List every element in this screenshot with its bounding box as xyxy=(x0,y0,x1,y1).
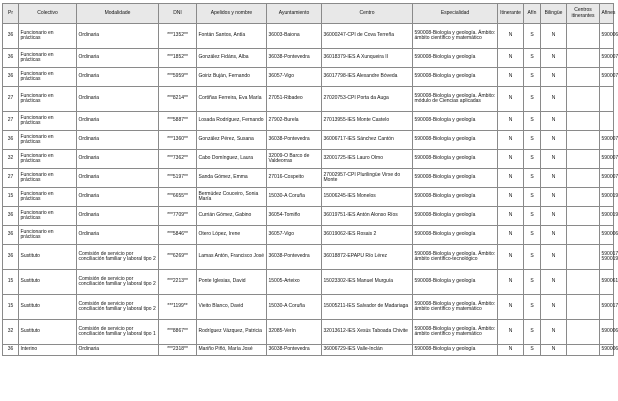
cell-pr: 32 xyxy=(3,320,19,345)
cell-dni: ***5959** xyxy=(159,68,197,87)
table-row xyxy=(3,87,614,112)
cell-centro: 36018872-EPAPU Río Lérez xyxy=(322,245,413,270)
table-row xyxy=(3,345,614,356)
cell-modalidade: Ordinaria xyxy=(77,188,159,207)
cell-nome: Goiriz Buján, Fernando xyxy=(197,68,267,87)
cell-modalidade: Ordinaria xyxy=(77,68,159,87)
cell-afines xyxy=(600,24,618,49)
cell-colectivo: Sustituto xyxy=(19,320,77,345)
cell-afines xyxy=(600,188,618,207)
cell-centros-itinerantes xyxy=(567,131,600,150)
cell-pr: 36 xyxy=(3,207,19,226)
cell-nome: Cortiñas Ferreira, Eva María xyxy=(197,87,267,112)
cell-pr: 27 xyxy=(3,87,19,112)
cell-afines xyxy=(600,295,618,320)
cell-itinerante: N xyxy=(498,270,524,295)
cell-especialidade: 590008-Biología y geología. Ámbito: ámbito científico y matemático xyxy=(413,320,498,345)
cell-dni: ***2318** xyxy=(159,345,197,356)
cell-centros-itinerantes xyxy=(567,87,600,112)
cell-pr: 36 xyxy=(3,68,19,87)
cell-itinerante: N xyxy=(498,188,524,207)
cell-colectivo: Sustituto xyxy=(19,270,77,295)
cell-itinerante: N xyxy=(498,68,524,87)
table-row xyxy=(3,320,614,345)
afin-code: 590007 xyxy=(601,73,618,80)
header-nome: Apelidos y nombre xyxy=(197,4,267,24)
cell-modalidade: Ordinaria xyxy=(77,87,159,112)
cell-dni: ***1352** xyxy=(159,24,197,49)
cell-centro: 36019062-IES Rosais 2 xyxy=(322,226,413,245)
cell-colectivo: Funcionario en prácticas xyxy=(19,49,77,68)
cell-modalidade: Ordinaria xyxy=(77,131,159,150)
cell-nome: Lamas Antón, Francisco José xyxy=(197,245,267,270)
cell-centros-itinerantes xyxy=(567,245,600,270)
cell-pr: 36 xyxy=(3,49,19,68)
cell-colectivo: Funcionario en prácticas xyxy=(19,87,77,112)
table-row xyxy=(3,49,614,68)
cell-especialidade: 590008-Biología y geología xyxy=(413,226,498,245)
cell-nome: Fontán Santos, Antía xyxy=(197,24,267,49)
cell-itinerante: N xyxy=(498,150,524,169)
cell-itinerante: N xyxy=(498,131,524,150)
cell-dni: ***6269** xyxy=(159,245,197,270)
cell-bilingue: N xyxy=(541,295,567,320)
cell-afines xyxy=(600,345,618,356)
cell-bilingue: N xyxy=(541,150,567,169)
cell-itinerante: N xyxy=(498,320,524,345)
afin-code: 590006 xyxy=(601,32,618,39)
cell-concello: 15005-Arteixo xyxy=(267,270,322,295)
cell-bilingue: N xyxy=(541,207,567,226)
cell-afines xyxy=(600,245,618,270)
table-row xyxy=(3,226,614,245)
cell-bilingue: N xyxy=(541,320,567,345)
cell-concello: 36038-Pontevedra xyxy=(267,245,322,270)
cell-pr: 27 xyxy=(3,169,19,188)
cell-pr: 36 xyxy=(3,131,19,150)
cell-colectivo: Funcionario en prácticas xyxy=(19,68,77,87)
cell-especialidade: 590008-Biología y geología xyxy=(413,345,498,356)
cell-pr: 36 xyxy=(3,245,19,270)
cell-colectivo: Funcionario en prácticas xyxy=(19,150,77,169)
cell-centros-itinerantes xyxy=(567,112,600,131)
table-row xyxy=(3,295,614,320)
cell-pr: 32 xyxy=(3,150,19,169)
cell-bilingue: N xyxy=(541,169,567,188)
cell-concello: 27016-Cospeito xyxy=(267,169,322,188)
cell-especialidade: 590008-Biología y geología xyxy=(413,131,498,150)
cell-centro: 36019751-IES Antón Alonso Ríos xyxy=(322,207,413,226)
cell-nome: González Fidáns, Alba xyxy=(197,49,267,68)
cell-centro: 32001725-IES Lauro Olmo xyxy=(322,150,413,169)
cell-itinerante: N xyxy=(498,169,524,188)
cell-centros-itinerantes xyxy=(567,270,600,295)
cell-modalidade: Ordinaria xyxy=(77,112,159,131)
cell-centro: 36017798-IES Alexandre Bóveda xyxy=(322,68,413,87)
cell-afin: S xyxy=(524,188,541,207)
afin-code: 590017 xyxy=(601,250,618,257)
cell-colectivo: Sustituto xyxy=(19,245,77,270)
afin-code: 590019 xyxy=(601,193,618,200)
afin-code: 590007 xyxy=(601,174,618,181)
table-row xyxy=(3,24,614,49)
cell-concello: 27902-Burela xyxy=(267,112,322,131)
cell-dni: ***5846** xyxy=(159,226,197,245)
header-centros-itinerantes: Centros itinerantes xyxy=(567,4,600,24)
cell-itinerante: N xyxy=(498,245,524,270)
cell-concello: 36038-Pontevedra xyxy=(267,345,322,356)
cell-centros-itinerantes xyxy=(567,68,600,87)
cell-centro: 27020753-CPI Porta da Auga xyxy=(322,87,413,112)
table-row xyxy=(3,245,614,270)
cell-modalidade: Comisión de servicio por conciliación familiar y laboral tipo 2 xyxy=(77,295,159,320)
cell-especialidade: 590008-Biología y geología xyxy=(413,49,498,68)
cell-especialidade: 590008-Biología y geología xyxy=(413,150,498,169)
cell-concello: 36038-Pontevedra xyxy=(267,131,322,150)
cell-centros-itinerantes xyxy=(567,226,600,245)
cell-colectivo: Funcionario en prácticas xyxy=(19,112,77,131)
cell-afines xyxy=(600,87,614,112)
cell-centros-itinerantes xyxy=(567,150,600,169)
cell-afin: S xyxy=(524,68,541,87)
cell-concello: 32085-Verín xyxy=(267,320,322,345)
cell-concello: 27051-Ribadeo xyxy=(267,87,322,112)
cell-centro: 36018379-IES A Xunqueira II xyxy=(322,49,413,68)
header-row xyxy=(3,4,614,24)
header-dni: DNI xyxy=(159,4,197,24)
cell-bilingue: N xyxy=(541,188,567,207)
cell-especialidade: 590008-Biología y geología xyxy=(413,207,498,226)
cell-dni: ***5887** xyxy=(159,112,197,131)
cell-nome: Vieito Blanco, David xyxy=(197,295,267,320)
cell-pr: 15 xyxy=(3,295,19,320)
table-row xyxy=(3,270,614,295)
cell-itinerante: N xyxy=(498,87,524,112)
cell-bilingue: N xyxy=(541,68,567,87)
table-row xyxy=(3,131,614,150)
cell-especialidade: 590008-Biología y geología. Ámbito: ámbito científico y matemático xyxy=(413,295,498,320)
cell-pr: 36 xyxy=(3,345,19,356)
table-row xyxy=(3,68,614,87)
cell-centro: 32013612-IES Xesús Taboada Chivite xyxy=(322,320,413,345)
afin-code: 590007 xyxy=(601,54,618,61)
cell-especialidade: 590008-Biología y geología xyxy=(413,68,498,87)
assignment-table-sheet xyxy=(2,3,618,399)
header-bilingue: Bilingüe xyxy=(541,4,567,24)
cell-dni: ***2213** xyxy=(159,270,197,295)
cell-centros-itinerantes xyxy=(567,320,600,345)
cell-especialidade: 590008-Biología y geología xyxy=(413,169,498,188)
cell-modalidade: Ordinaria xyxy=(77,345,159,356)
cell-afin: S xyxy=(524,226,541,245)
cell-afin: S xyxy=(524,150,541,169)
cell-itinerante: N xyxy=(498,24,524,49)
cell-itinerante: N xyxy=(498,49,524,68)
cell-especialidade: 590008-Biología y geología. Ámbito: ámbito científico y matemático xyxy=(413,24,498,49)
table-row xyxy=(3,150,614,169)
cell-dni: ***7709** xyxy=(159,207,197,226)
afin-code: 590019 xyxy=(601,212,618,219)
cell-afin: S xyxy=(524,245,541,270)
cell-dni: ***1199** xyxy=(159,295,197,320)
header-itinerante: Itinerante xyxy=(498,4,524,24)
cell-afin: S xyxy=(524,270,541,295)
cell-dni: ***8867** xyxy=(159,320,197,345)
cell-dni: ***6655** xyxy=(159,188,197,207)
cell-nome: Otero López, Irene xyxy=(197,226,267,245)
cell-afines xyxy=(600,207,618,226)
afin-code: 590019 xyxy=(601,256,618,262)
cell-especialidade: 590008-Biología y geología xyxy=(413,270,498,295)
cell-concello: 36038-Pontevedra xyxy=(267,49,322,68)
cell-pr: 36 xyxy=(3,226,19,245)
cell-centro: 15005211-IES Salvador de Madariaga xyxy=(322,295,413,320)
cell-afin: S xyxy=(524,112,541,131)
cell-dni: ***5197** xyxy=(159,169,197,188)
cell-dni: ***7362** xyxy=(159,150,197,169)
cell-colectivo: Sustituto xyxy=(19,295,77,320)
cell-afines xyxy=(600,112,614,131)
cell-itinerante: N xyxy=(498,345,524,356)
cell-centros-itinerantes xyxy=(567,345,600,356)
cell-centro: 27002957-CPI Plurilingüe Virxe do Monte xyxy=(322,169,413,188)
cell-afin: S xyxy=(524,49,541,68)
cell-colectivo: Funcionario en prácticas xyxy=(19,24,77,49)
cell-concello: 36057-Vigo xyxy=(267,226,322,245)
cell-colectivo: Funcionario en prácticas xyxy=(19,188,77,207)
cell-centro: 15006245-IES Monelos xyxy=(322,188,413,207)
cell-bilingue: N xyxy=(541,24,567,49)
cell-colectivo: Funcionario en prácticas xyxy=(19,169,77,188)
cell-afines xyxy=(600,320,618,345)
cell-centro: 36006717-IES Sánchez Cantón xyxy=(322,131,413,150)
cell-bilingue: N xyxy=(541,245,567,270)
assignment-table xyxy=(2,3,618,356)
cell-centro: 15023302-IES Manuel Murguía xyxy=(322,270,413,295)
cell-centros-itinerantes xyxy=(567,169,600,188)
table-header xyxy=(3,4,614,24)
cell-nome: Cabo Domínguez, Laura xyxy=(197,150,267,169)
cell-dni: ***1360** xyxy=(159,131,197,150)
cell-afines xyxy=(600,270,618,295)
cell-colectivo: Funcionario en prácticas xyxy=(19,131,77,150)
table-row xyxy=(3,188,614,207)
cell-modalidade: Comisión de servicio por conciliación familiar y laboral tipo 2 xyxy=(77,270,159,295)
cell-afines xyxy=(600,131,618,150)
cell-modalidade: Ordinaria xyxy=(77,24,159,49)
cell-nome: Ponte Iglesias, David xyxy=(197,270,267,295)
cell-itinerante: N xyxy=(498,112,524,131)
afin-code: 590007 xyxy=(601,155,618,162)
afin-code: 590006 xyxy=(601,346,618,353)
header-concello: Ayuntamiento xyxy=(267,4,322,24)
cell-modalidade: Ordinaria xyxy=(77,150,159,169)
table-row xyxy=(3,112,614,131)
cell-pr: 36 xyxy=(3,24,19,49)
cell-afines xyxy=(600,150,618,169)
cell-centro: 36000247-CPI de Cova Terreña xyxy=(322,24,413,49)
header-modalidade: Modalidade xyxy=(77,4,159,24)
cell-concello: 15030-A Coruña xyxy=(267,295,322,320)
cell-afines xyxy=(600,226,618,245)
cell-itinerante: N xyxy=(498,207,524,226)
cell-modalidade: Ordinaria xyxy=(77,169,159,188)
table-body xyxy=(3,24,618,356)
cell-especialidade: 590008-Biología y geología xyxy=(413,112,498,131)
afin-code: 590061 xyxy=(601,278,618,285)
cell-modalidade: Comisión de servicio por conciliación familiar y laboral tipo 2 xyxy=(77,245,159,270)
cell-centros-itinerantes xyxy=(567,49,600,68)
header-centro: Centro xyxy=(322,4,413,24)
cell-especialidade: 590008-Biología y geología. Ámbito: ámbito científico-tecnológico xyxy=(413,245,498,270)
cell-centro: 27013955-IES Monte Castelo xyxy=(322,112,413,131)
cell-bilingue: N xyxy=(541,270,567,295)
cell-afin: S xyxy=(524,345,541,356)
cell-concello: 36054-Tomiño xyxy=(267,207,322,226)
cell-pr: 15 xyxy=(3,188,19,207)
cell-centros-itinerantes xyxy=(567,24,600,49)
cell-dni: ***8214** xyxy=(159,87,197,112)
cell-afines xyxy=(600,169,618,188)
cell-modalidade: Ordinaria xyxy=(77,226,159,245)
cell-bilingue: N xyxy=(541,131,567,150)
cell-bilingue: N xyxy=(541,112,567,131)
cell-afin: S xyxy=(524,295,541,320)
cell-nome: Currián Gómez, Gabino xyxy=(197,207,267,226)
cell-modalidade: Comisión de servicio por conciliación familiar y laboral tipo 1 xyxy=(77,320,159,345)
cell-nome: González Pérez, Susana xyxy=(197,131,267,150)
afin-code: 590017 xyxy=(601,303,618,310)
cell-especialidade: 590008-Biología y geología. Ámbito: módulo de Ciencias aplicadas xyxy=(413,87,498,112)
cell-itinerante: N xyxy=(498,295,524,320)
cell-bilingue: N xyxy=(541,345,567,356)
cell-nome: Bermúdez Couceiro, Sonia María xyxy=(197,188,267,207)
cell-modalidade: Ordinaria xyxy=(77,49,159,68)
cell-pr: 27 xyxy=(3,112,19,131)
cell-modalidade: Ordinaria xyxy=(77,207,159,226)
cell-bilingue: N xyxy=(541,49,567,68)
table-row xyxy=(3,207,614,226)
cell-centros-itinerantes xyxy=(567,295,600,320)
cell-concello: 15030-A Coruña xyxy=(267,188,322,207)
cell-afin: S xyxy=(524,87,541,112)
cell-afin: S xyxy=(524,131,541,150)
cell-bilingue: N xyxy=(541,87,567,112)
afin-code: 590006 xyxy=(601,328,618,335)
cell-centros-itinerantes xyxy=(567,207,600,226)
afin-code: 590007 xyxy=(601,136,618,143)
cell-afin: S xyxy=(524,320,541,345)
cell-afines xyxy=(600,49,618,68)
header-colectivo: Colectivo xyxy=(19,4,77,24)
cell-colectivo: Interino xyxy=(19,345,77,356)
cell-afin: S xyxy=(524,24,541,49)
cell-concello: 32009-O Barco de Valdeorras xyxy=(267,150,322,169)
cell-nome: Sanda Gómez, Emma xyxy=(197,169,267,188)
header-pr: Pr xyxy=(3,4,19,24)
cell-nome: Mariño Piñó, María José xyxy=(197,345,267,356)
cell-nome: Rodríguez Vázquez, Patricia xyxy=(197,320,267,345)
cell-colectivo: Funcionario en prácticas xyxy=(19,226,77,245)
cell-bilingue: N xyxy=(541,226,567,245)
cell-centro: 36006729-IES Valle-Inclán xyxy=(322,345,413,356)
cell-itinerante: N xyxy=(498,226,524,245)
cell-afines xyxy=(600,68,618,87)
cell-especialidade: 590008-Biología y geología xyxy=(413,188,498,207)
cell-dni: ***1852** xyxy=(159,49,197,68)
cell-pr: 15 xyxy=(3,270,19,295)
cell-concello: 36057-Vigo xyxy=(267,68,322,87)
cell-afin: S xyxy=(524,169,541,188)
header-especialidade: Especialidad xyxy=(413,4,498,24)
cell-centros-itinerantes xyxy=(567,188,600,207)
header-afin: Afín xyxy=(524,4,541,24)
table-row xyxy=(3,169,614,188)
cell-concello: 36003-Baiona xyxy=(267,24,322,49)
header-afines: Afines xyxy=(600,4,614,24)
afin-code: 590006 xyxy=(601,231,618,238)
cell-nome: Losada Rodríguez, Fernando xyxy=(197,112,267,131)
cell-colectivo: Funcionario en prácticas xyxy=(19,207,77,226)
cell-afin: S xyxy=(524,207,541,226)
